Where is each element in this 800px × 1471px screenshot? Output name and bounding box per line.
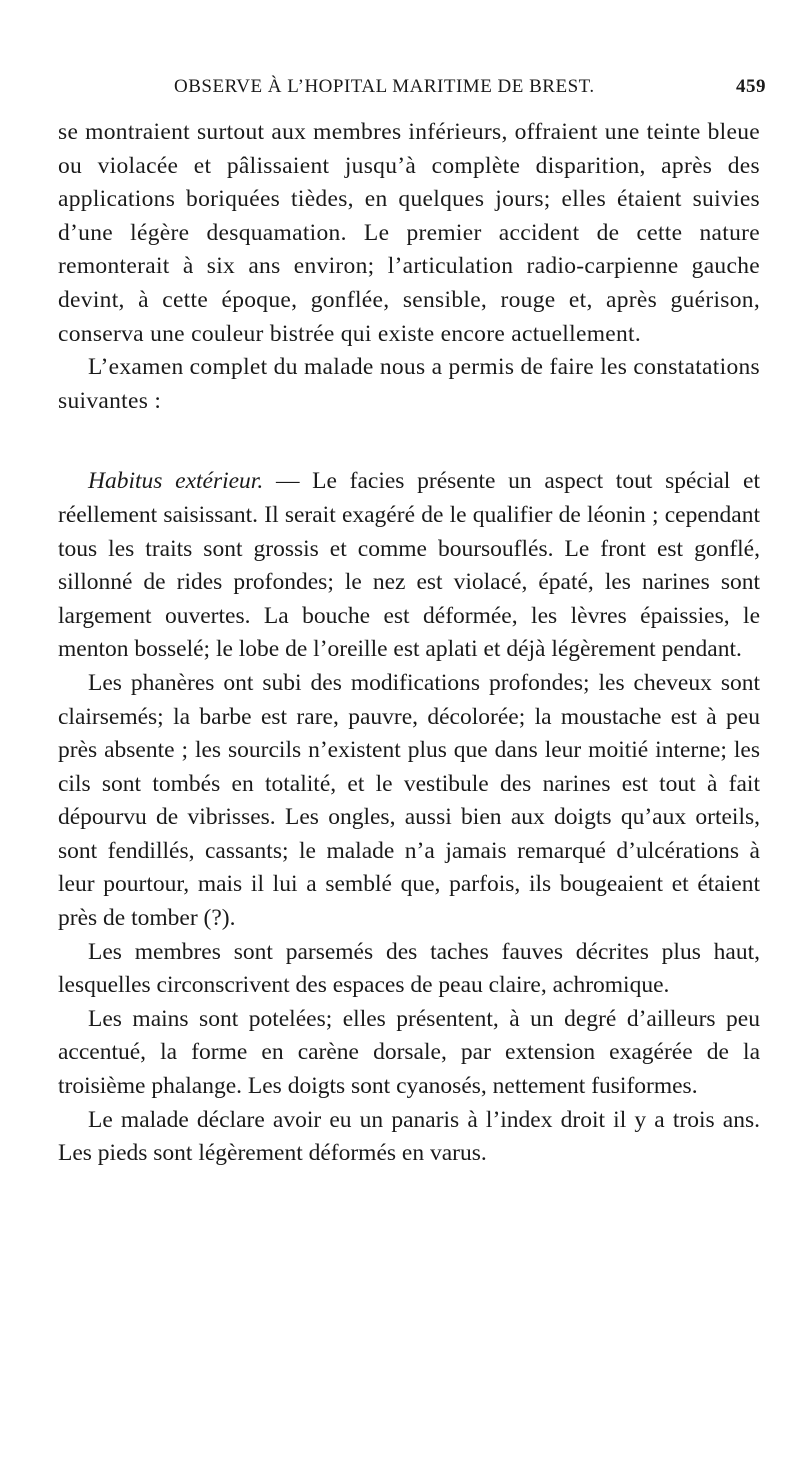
paragraph-panaris: Le malade déclare avoir eu un panaris à l’index droit il y a trois ans. Les pieds sont légèrement déformés en varus. <box>58 1106 760 1167</box>
paragraph-habitus-text: — Le facies présente un aspect tout spécial et réellement saisissant. Il serait exagéré de le qualifier de léonin ; cependant tous les traits sont grossis et comme boursouflés. Le front est gonflé, sillonné de rides profondes; le nez est violacé, épaté, les narines sont largement ouvertes. La bouche est déformée, les lèvres épaissies, le menton bosselé; le lobe de l’oreille est aplati et déjà légèrement pendant. <box>58 468 760 663</box>
paragraph-continuation: se montraient surtout aux membres inférieurs, offraient une teinte bleue ou violacée et pâlissaient jusqu’à complète disparition, après des applications boriquées tièdes, en quelques jours; elles étaient suivies d’une légère desquamation. Le premier accident de cette nature remonterait à six ans environ; l’articulation radio-carpienne gauche devint, à cette époque, gonflée, sensible, rouge et, après guérison, conserva une couleur bistrée qui existe encore actuellement. <box>58 119 760 347</box>
paragraph-mains: Les mains sont potelées; elles présentent, à un degré d’ailleurs peu accentué, la forme en carène dorsale, par extension exagérée de la troisième phalange. Les doigts sont cyanosés, nettement fusiformes. <box>58 1005 760 1100</box>
running-head <box>60 72 772 104</box>
running-title: OBSERVE À L’HOPITAL MARITIME DE BREST. <box>174 76 595 97</box>
paragraph-habitus <box>58 465 760 667</box>
paragraph-phaneres: Les phanères ont subi des modifications profondes; les cheveux sont clairsemés; la barbe est rare, pauvre, décolorée; la moustache est à peu près absente ; les sourcils n’existent plus que dans leur moitié interne; les cils sont tombés en totalité, et le vestibule des narines est tout à fait dépourvu de vibrisses. Les ongles, aussi bien aux doigts qu’aux orteils, sont fendillés, cassants; le malade n’a jamais remarqué d’ulcérations à leur pourtour, mais il lui a semblé que, parfois, ils bougeaient et étaient près de tomber (?). <box>58 669 760 932</box>
body-text <box>58 116 760 1171</box>
paragraph-examen: L’examen complet du malade nous a permis de faire les constatations suivantes : <box>58 354 760 414</box>
paragraph-membres: Les membres sont parsemés des taches fauves décrites plus haut, lesquelles circonscrivent des espaces de peau claire, achromique. <box>58 938 760 999</box>
page-number: 459 <box>736 76 766 97</box>
section-heading-habitus: Habitus extérieur. <box>88 468 264 495</box>
